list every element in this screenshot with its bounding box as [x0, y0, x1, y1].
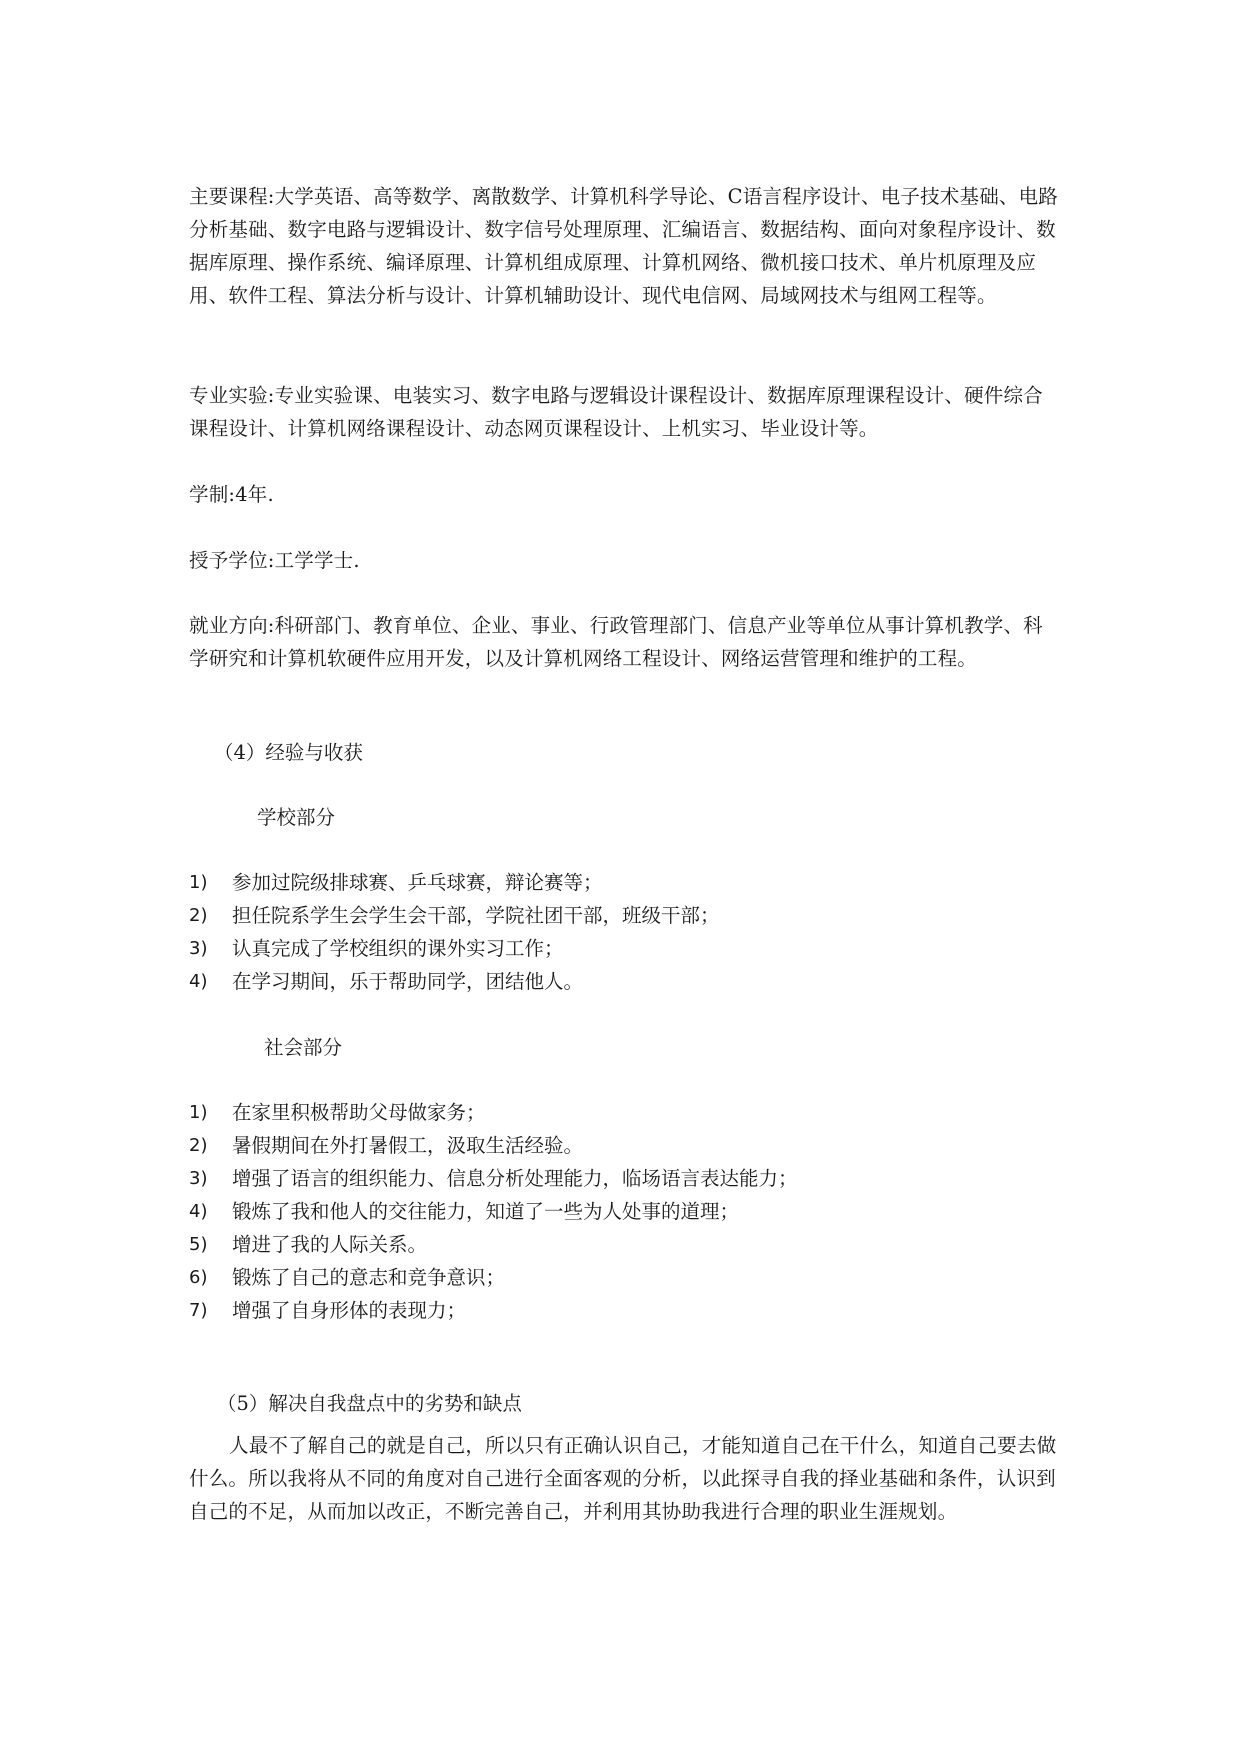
list-item — [189, 1129, 1059, 1162]
list-item — [189, 1228, 1059, 1261]
list-text: 增进了我的人际关系。 — [232, 1233, 428, 1256]
section4-heading: （4）经验与收获 — [214, 741, 363, 764]
list-item — [189, 965, 1059, 998]
list-text: 增强了自身形体的表现力； — [232, 1299, 467, 1322]
list-number: 1) — [189, 1102, 208, 1123]
list-text: 在学习期间，乐于帮助同学，团结他人。 — [232, 970, 584, 993]
list-item — [189, 932, 1059, 965]
list-number: 4) — [189, 1201, 208, 1222]
list-item — [189, 1096, 1059, 1129]
main-courses-paragraph: 主要课程:大学英语、高等数学、离散数学、计算机科学导论、C语言程序设计、电子技术基础、电路分析基础、数字电路与逻辑设计、数字信号处理原理、汇编语言、数据结构、面向对象程序设计、数据库原理、操作系统、编译原理、计算机组成原理、计算机网络、微机接口技术、单片机原理及应用、软件工程、算法分析与设计、计算机辅助设计、现代电信网、局域网技术与组网工程等。 — [189, 185, 1058, 307]
list-number: 1) — [189, 872, 208, 893]
list-number: 4) — [189, 971, 208, 992]
list-text: 锻炼了我和他人的交往能力，知道了一些为人处事的道理； — [232, 1200, 740, 1223]
list-text: 锻炼了自己的意志和竞争意识； — [232, 1266, 506, 1289]
list-item — [189, 1261, 1059, 1294]
list-text: 增强了语言的组织能力、信息分析处理能力，临场语言表达能力； — [232, 1167, 798, 1190]
list-text: 在家里积极帮助父母做家务； — [232, 1101, 486, 1124]
lab-paragraph: 专业实验:专业实验课、电装实习、数字电路与逻辑设计课程设计、数据库原理课程设计、硬件综合课程设计、计算机网络课程设计、动态网页课程设计、上机实习、毕业设计等。 — [189, 384, 1043, 440]
list-item — [189, 866, 1059, 899]
list-number: 3) — [189, 1168, 208, 1189]
school-subheading: 学校部分 — [257, 806, 336, 829]
list-item — [189, 1294, 1059, 1327]
list-number: 2) — [189, 905, 208, 926]
list-item — [189, 899, 1059, 932]
career-paragraph: 就业方向:科研部门、教育单位、企业、事业、行政管理部门、信息产业等单位从事计算机教学、科学研究和计算机软硬件应用开发，以及计算机网络工程设计、网络运营管理和维护的工程。 — [189, 614, 1043, 670]
list-number: 2) — [189, 1135, 208, 1156]
section5-paragraph: 人最不了解自己的就是自己，所以只有正确认识自己，才能知道自己在干什么，知道自己要去做什么。所以我将从不同的角度对自己进行全面客观的分析，以此探寻自我的择业基础和条件，认识到自己的不足，从而加以改正，不断完善自己，并利用其协助我进行合理的职业生涯规划。 — [189, 1434, 1057, 1523]
list-number: 7) — [189, 1300, 208, 1321]
list-number: 5) — [189, 1234, 208, 1255]
degree-paragraph: 授予学位:工学学士. — [189, 549, 360, 572]
list-text: 认真完成了学校组织的课外实习工作； — [232, 937, 564, 960]
duration-paragraph: 学制:4年. — [189, 483, 274, 506]
list-number: 6) — [189, 1267, 208, 1288]
list-item — [189, 1162, 1059, 1195]
list-text: 参加过院级排球赛、乒乓球赛，辩论赛等； — [232, 871, 603, 894]
list-text: 担任院系学生会学生会干部，学院社团干部，班级干部； — [232, 904, 720, 927]
list-item — [189, 1195, 1059, 1228]
list-number: 3) — [189, 938, 208, 959]
section5-heading: （5）解决自我盘点中的劣势和缺点 — [217, 1392, 522, 1415]
list-text: 暑假期间在外打暑假工，汲取生活经验。 — [232, 1134, 584, 1157]
society-list — [189, 1096, 1059, 1327]
society-subheading: 社会部分 — [264, 1036, 343, 1059]
school-list — [189, 866, 1059, 998]
